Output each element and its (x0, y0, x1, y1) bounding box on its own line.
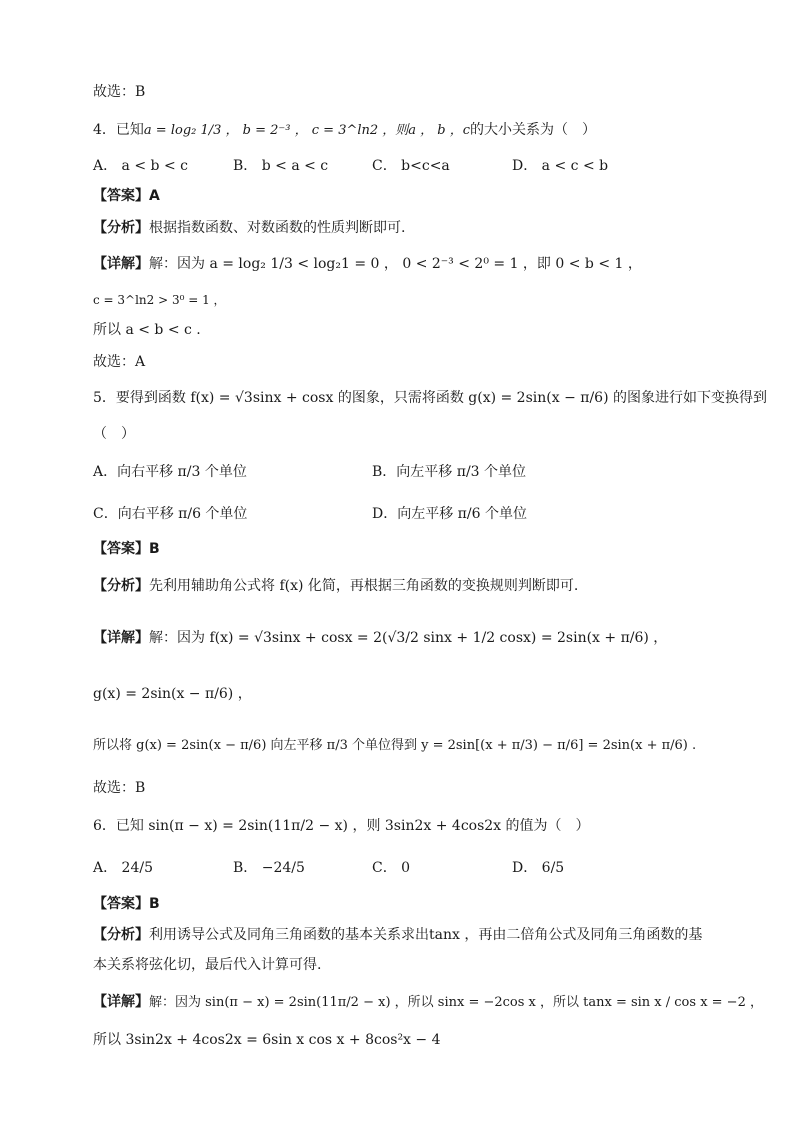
q4-option-b: B． b < a < c (233, 158, 329, 174)
q5-stem: 5．要得到函数 f(x) = √3sinx + cosx 的图象，只需将函数 g(x) = 2sin(x − π/6) 的图象进行如下变换得到 (93, 390, 767, 406)
q6-analysis-1: 【分析】利用诱导公式及同角三角函数的基本关系求出tanx ，再由二倍角公式及同角三角函数的基 (93, 927, 703, 943)
q6-option-b: B． −24/5 (233, 860, 305, 876)
q4-option-d: D． a < c < b (512, 158, 609, 174)
q6-stem: 6．已知 sin(π − x) = 2sin(11π/2 − x) ，则 3sin2x + 4cos2x 的值为（ ） (93, 818, 590, 834)
q5-detail-3: 所以将 g(x) = 2sin(x − π/6) 向左平移 π/3 个单位得到 y = 2sin[(x + π/3) − π/6] = 2sin(x + π/6) . (93, 738, 697, 753)
q4-stem: 4．已知a = log₂ 1/3 ， b = 2⁻³ ， c = 3^ln2 ，则a ， b ，c的大小关系为（ ） (93, 122, 597, 138)
q4-stem-math: a = log₂ 1/3 ， b = 2⁻³ ， c = 3^ln2 ，则a ， b ，c (143, 123, 471, 138)
q4-detail-2: c = 3^ln2 > 3⁰ = 1 ， (93, 293, 226, 307)
q5-option-b: B．向左平移 π/3 个单位 (372, 464, 527, 480)
q4-analysis: 【分析】根据指数函数、对数函数的性质判断即可. (93, 220, 406, 236)
q5-answer: 【答案】B (93, 541, 160, 557)
q6-analysis-2: 本关系将弦化切，最后代入计算可得. (93, 957, 322, 973)
q4-detail-3: 所以 a < b < c . (93, 322, 201, 338)
q5-analysis: 【分析】先利用辅助角公式将 f(x) 化简，再根据三角函数的变换规则判断即可. (93, 578, 579, 594)
q5-detail-1: 【详解】解：因为 f(x) = √3sinx + cosx = 2(√3/2 sinx + 1/2 cosx) = 2sin(x + π/6) ， (93, 630, 668, 646)
q6-option-d: D． 6/5 (512, 860, 565, 876)
q6-option-a: A． 24/5 (93, 860, 153, 876)
q4-end: 故选：A (93, 354, 146, 370)
q5-option-c: C．向右平移 π/6 个单位 (93, 506, 248, 522)
q4-option-c: C． b<c<a (372, 158, 450, 174)
q6-option-c: C． 0 (372, 860, 411, 876)
q5-detail-2: g(x) = 2sin(x − π/6) ， (93, 686, 252, 702)
q3-end: 故选：B (93, 84, 146, 100)
q4-answer: 【答案】A (93, 188, 160, 204)
q6-detail-1: 【详解】解：因为 sin(π − x) = 2sin(11π/2 − x) ，所以 sinx = −2cos x ，所以 tanx = sin x / cos x = −2 ， (93, 994, 763, 1010)
q5-end: 故选：B (93, 780, 146, 796)
q4-option-a: A． a < b < c (93, 158, 188, 174)
q6-detail-2: 所以 3sin2x + 4cos2x = 6sin x cos x + 8cos²x − 4 (93, 1032, 441, 1048)
q6-answer: 【答案】B (93, 896, 160, 912)
q5-option-d: D．向左平移 π/6 个单位 (372, 506, 527, 522)
q5-stem-2: （ ） (93, 426, 135, 442)
q4-detail-1: 【详解】解：因为 a = log₂ 1/3 < log₂1 = 0 ， 0 < 2⁻³ < 2⁰ = 1 ，即 0 < b < 1 ， (93, 256, 642, 272)
q5-option-a: A．向右平移 π/3 个单位 (93, 464, 247, 480)
